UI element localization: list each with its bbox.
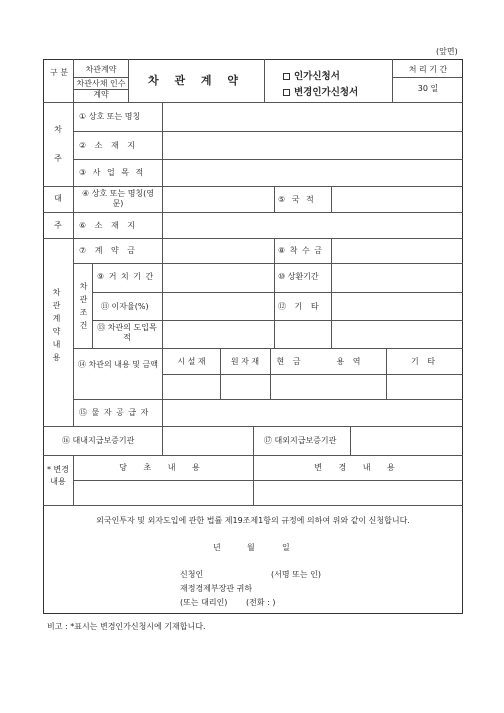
domestic-guarantor-field[interactable] xyxy=(163,427,252,454)
lender-location-label: ⑥ 소 재 지 xyxy=(79,221,138,230)
declaration-text: 외국인투자 및 외자도입에 관한 법률 제19조제1항의 규정에 의하여 위와 같이 신청합니다. xyxy=(96,516,410,525)
processing-period-label: 처 리 기 간 xyxy=(408,65,448,74)
loan-content-label: ⑭ 차관의 내용 및 금액 xyxy=(78,360,158,369)
section-gubun-label: 구 분 xyxy=(50,68,68,77)
lender-name-label: ④ 상호 또는 명칭(영문) xyxy=(81,189,155,208)
change-content-label: * 변경내용 xyxy=(47,465,69,486)
column-services: 용 역 xyxy=(336,357,364,366)
changed-content-field[interactable] xyxy=(254,481,462,504)
borrower-business-label: ③ 사 업 목 적 xyxy=(79,168,146,177)
applicant-label: 신청인 xyxy=(180,570,204,579)
original-content-field[interactable] xyxy=(74,481,252,504)
original-content-label: 당 초 내 용 xyxy=(119,463,207,472)
footnote: 비고 : *표시는 변경인가신청시에 기재합니다. xyxy=(47,622,206,631)
checkbox[interactable] xyxy=(283,89,290,96)
phone-label: (전화 : ) xyxy=(246,598,276,607)
lender-location-field[interactable] xyxy=(163,213,462,237)
agent-label: (또는 대리인) xyxy=(180,598,228,607)
page-side-label: (앞면) xyxy=(436,47,458,56)
other-conditions-label: ⑫ 기 타 xyxy=(278,302,322,311)
borrower-name-label: ① 상호 또는 명칭 xyxy=(79,112,141,121)
form-title: 차 관 계 약 xyxy=(148,74,244,87)
contract-amount-field[interactable] xyxy=(163,239,273,262)
grace-period-label: ⑨ 거 치 기 간 xyxy=(97,272,155,281)
date-year: 년 xyxy=(213,543,221,552)
commission-field[interactable] xyxy=(332,239,462,262)
loan-purpose-label: ⑬ 차관의 도입목적 xyxy=(97,323,157,342)
repayment-period-label: ⑩ 상환기간 xyxy=(278,272,319,281)
borrower-business-field[interactable] xyxy=(163,160,462,185)
borrower-label-2: 주 xyxy=(54,154,62,163)
lender-label-2: 주 xyxy=(54,221,62,230)
lender-name-field[interactable] xyxy=(163,187,273,211)
column-raw-materials: 원 자 재 xyxy=(230,357,260,366)
type-bond-acquisition: 차관사채 인수계약 xyxy=(76,79,126,99)
lender-nationality-label: ⑤ 국 적 xyxy=(278,195,316,204)
borrower-name-field[interactable] xyxy=(163,103,462,130)
contract-section-label: 차관계약내용 xyxy=(52,288,61,366)
column-cash: 현 금 xyxy=(276,357,304,366)
foreign-guarantor-field[interactable] xyxy=(351,427,462,454)
lender-label-1: 대 xyxy=(54,194,62,203)
date-month: 월 xyxy=(247,543,255,552)
loan-conditions-label: 차관조건 xyxy=(79,282,88,334)
foreign-guarantor-label: ⑰ 대외지급보증기관 xyxy=(264,436,337,445)
supplier-field[interactable] xyxy=(163,400,462,425)
column-facilities: 시 설 재 xyxy=(177,357,206,366)
column-other: 기 타 xyxy=(411,357,438,366)
type-loan-contract: 차관계약 xyxy=(85,65,117,74)
interest-rate-label: ⑪ 이자율(%) xyxy=(101,302,149,311)
contract-amount-label: ⑦ 계 약 금 xyxy=(79,246,138,255)
option-change-approval-application[interactable]: 변경인가신청서 xyxy=(283,84,358,98)
borrower-label-1: 차 xyxy=(54,125,62,134)
changed-content-label: 변 경 내 용 xyxy=(314,463,402,472)
checkbox[interactable] xyxy=(283,73,290,80)
signature-label: (서명 또는 인) xyxy=(271,570,321,579)
borrower-location-label: ② 소 재 지 xyxy=(79,141,138,150)
domestic-guarantor-label: ⑯ 대내지급보증기관 xyxy=(62,436,135,445)
supplier-label: ⑮ 물 자 공 급 자 xyxy=(79,408,150,417)
commission-label: ⑧ 착 수 금 xyxy=(278,246,323,255)
borrower-location-field[interactable] xyxy=(163,132,462,158)
recipient-label: 재정경제부장관 귀하 xyxy=(180,584,253,593)
option-approval-application[interactable]: 인가신청서 xyxy=(283,68,340,82)
date-day: 일 xyxy=(282,543,290,552)
processing-period-value: 30 일 xyxy=(417,84,439,93)
lender-nationality-field[interactable] xyxy=(332,187,462,211)
